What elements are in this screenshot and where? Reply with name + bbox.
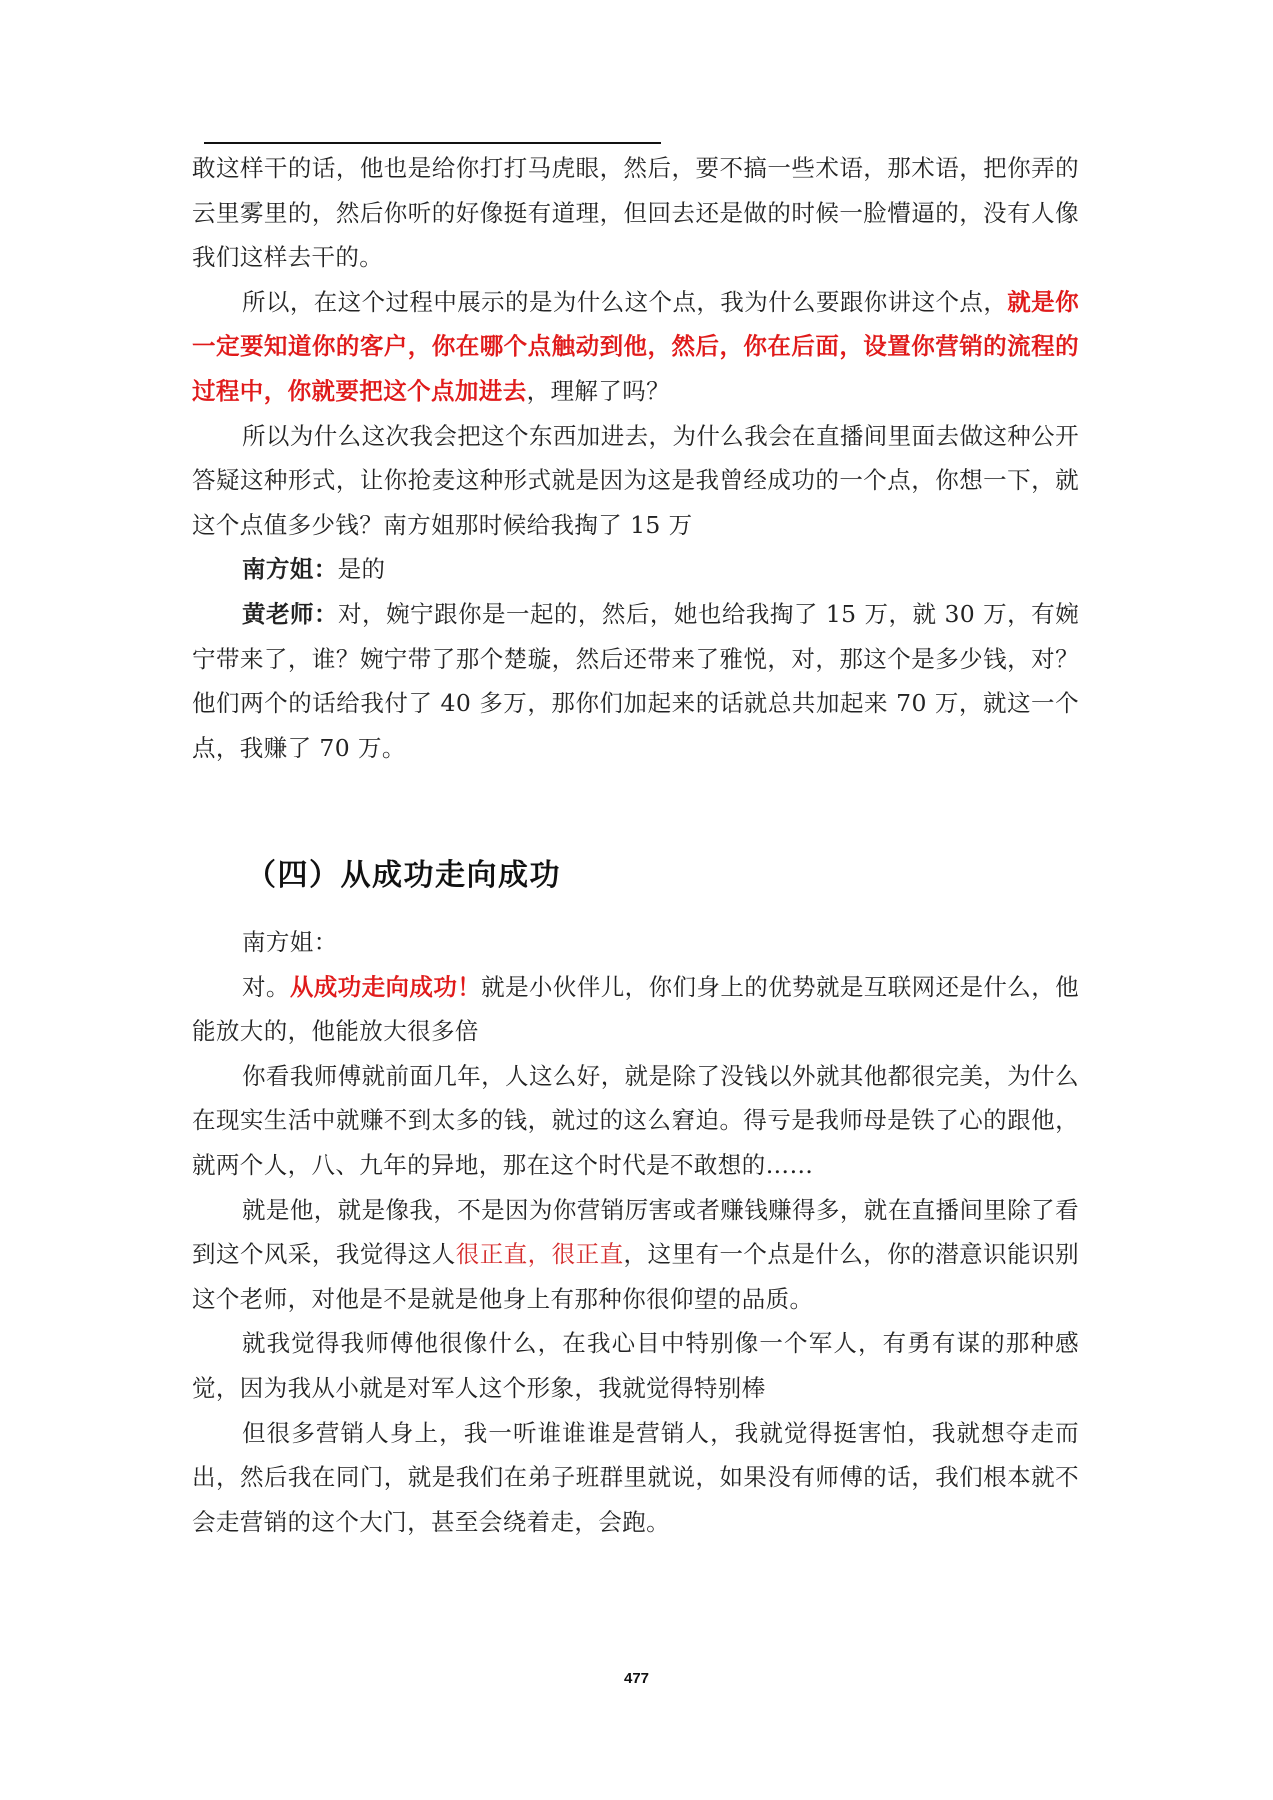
paragraph-7 (192, 965, 1079, 1054)
speaker-label: 黄老师： (242, 599, 338, 628)
paragraph-3 (192, 414, 1079, 548)
text-run: 你看我师傅就前面几年，人这么好，就是除了没钱以外就其他都很完美，为什么在现实生活中就赚不到太多的钱，就过的这么窘迫。得亏是我师母是铁了心的跟他，就两个人，八、九年的异地，那在这个时代是不敢想的…… (192, 1061, 1079, 1179)
text-run: 就是他，就是像我，不是因为你营销厉害或者赚钱赚得多，就在直播间里除了看到这个风采，我觉得这人 (192, 1195, 1079, 1269)
speaker-label: 南方姐： (242, 555, 338, 584)
text-run: 但很多营销人身上，我一听谁谁谁是营销人，我就觉得挺害怕，我就想夺走而出，然后我在同门，就是我们在弟子班群里就说，如果没有师傅的话，我们根本就不会走营销的这个大门，甚至会绕着走，会跑。 (192, 1418, 1079, 1536)
paragraph-9 (192, 1188, 1079, 1322)
paragraph-6 (192, 920, 1079, 965)
highlighted-text: 从成功走向成功！ (289, 972, 482, 1001)
text-run: ，理解了吗？ (526, 376, 671, 405)
text-run: 对，婉宁跟你是一起的，然后，她也给我掏了 15 万，就 30 万，有婉宁带来了，谁？婉宁带了那个楚璇，然后还带来了雅悦，对，那这个是多少钱，对？他们两个的话给我付了 40 多万，那你们加起来的话就总共加起来 70 万，就这一个点，我赚了 70 万。 (192, 599, 1079, 762)
text-run: 对。 (242, 972, 290, 1001)
highlighted-text: 很正直，很正直 (455, 1240, 624, 1269)
text-run: 就是小伙伴儿，你们身上的优势就是互联网还是什么，他能放大的，他能放大很多倍 (192, 972, 1080, 1046)
paragraph-1 (192, 146, 1079, 280)
body-text-top (192, 146, 1079, 770)
paragraph-5 (192, 592, 1079, 770)
page-number: 477 (623, 1670, 650, 1687)
text-run: 所以为什么这次我会把这个东西加进去，为什么我会在直播间里面去做这种公开答疑这种形式，让你抢麦这种形式就是因为这是我曾经成功的一个点，你想一下，就这个点值多少钱？南方姐那时候给我掏了 15 万 (192, 421, 1079, 539)
paragraph-8 (192, 1054, 1079, 1188)
paragraph-2 (192, 280, 1079, 414)
paragraph-11 (192, 1411, 1079, 1545)
text-run: ，这里有一个点是什么，你的潜意识能识别这个老师，对他是不是就是他身上有那种你很仰望的品质。 (192, 1240, 1079, 1313)
text-run: 敢这样干的话，他也是给你打打马虎眼，然后，要不搞一些术语，那术语，把你弄的云里雾里的，然后你听的好像挺有道理，但回去还是做的时候一脸懵逼的，没有人像我们这样去干的。 (192, 154, 1079, 272)
highlighted-text: 就是你一定要知道你的客户，你在哪个点触动到他，然后，你在后面，设置你营销的流程的过程中，你就要把这个点加进去 (192, 287, 1079, 405)
body-text-bottom (192, 920, 1079, 1544)
footnote-separator-line (204, 142, 661, 144)
text-run: 就我觉得我师傅他很像什么，在我心目中特别像一个军人，有勇有谋的那种感觉，因为我从小就是对军人这个形象，我就觉得特别棒 (192, 1329, 1079, 1402)
text-run: 所以，在这个过程中展示的是为什么这个点，我为什么要跟你讲这个点， (242, 287, 1008, 316)
text-run: 南方姐： (242, 928, 338, 956)
paragraph-10 (192, 1321, 1079, 1410)
paragraph-4 (192, 547, 1079, 592)
text-run: 是的 (337, 555, 386, 584)
section-heading: （四）从成功走向成功 (246, 858, 561, 893)
